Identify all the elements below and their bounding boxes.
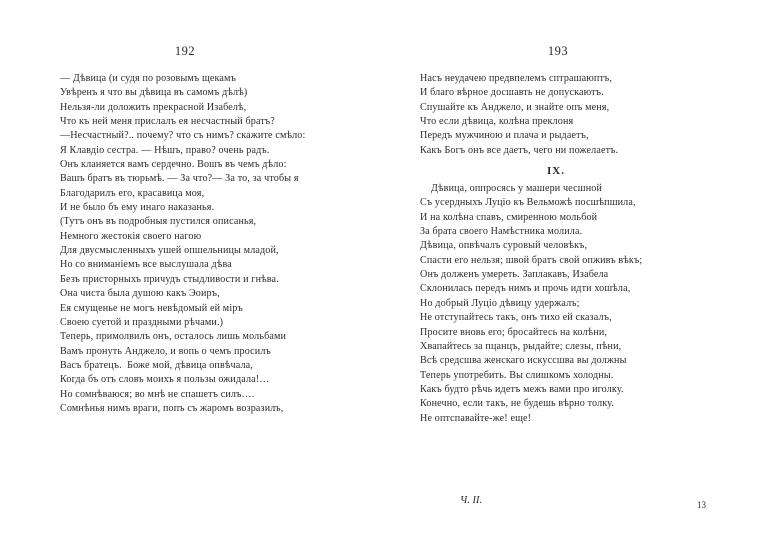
verse-line: Немного жестокія своего нагою [60, 230, 202, 242]
page-number-left: 192 [174, 44, 196, 58]
verse-block-right-bottom [420, 182, 710, 426]
verse-line: Я Клавдіо сестра. — Нѣшъ, право? очень радъ. [60, 144, 270, 156]
volume-signature: Ч. II. [460, 495, 483, 506]
verse-line: Дѣвица, опвѣчалъ суровый человѣкъ, [420, 240, 588, 252]
verse-line: Спушайте къ Анджело, и знайте опъ меня, [420, 101, 610, 113]
verse-line: Какъ Богъ онъ все даетъ, чего ни пожелаетъ. [420, 144, 619, 156]
verse-line: Своею суетой и праздными рѣчами.) [60, 316, 224, 328]
verse-line: Безъ присторныхъ причудъ стыдливости и гнѣва. [60, 273, 279, 285]
verse-line: И не было бъ ему инаго наказанья. [60, 202, 215, 214]
verse-line: Что если дѣвица, колѣна преклоня [420, 116, 574, 128]
verse-line: Не отступайтесь такъ, онъ тихо ей сказалъ, [420, 312, 612, 324]
sheet-catchword: 13 [697, 500, 706, 510]
verse-line: Васъ братецъ. Боже мой, дѣвица опвѣчала, [60, 359, 253, 371]
verse-line: Когда бъ отъ словъ моихъ я пользы ожидала!… [60, 374, 270, 386]
verse-line: Увѣренъ я что вы дѣвица въ самомъ дѣлѣ) [60, 87, 248, 99]
verse-block-left [60, 72, 350, 416]
verse-line: Теперь употребить. Вы слишкомъ холодны. [420, 369, 614, 381]
verse-line: Съ усердныхъ Луціо къ Вельможѣ посшѣпшила, [420, 197, 636, 209]
verse-line: Хвапайтесь за пцанцъ, рыдайте; слезы, пѣни, [420, 340, 622, 352]
verse-line: Дѣвица, оппросясь у машери чесшной [431, 183, 602, 195]
page-number-right: 193 [547, 44, 569, 58]
verse-line: Для двусмысленныхъ ушей опшельницы младой, [60, 245, 279, 257]
verse-line: Нельзя-ли доложить прекрасной Изабелѣ, [60, 101, 247, 113]
verse-line: Передъ мужчиною и плача и рыдаетъ, [420, 130, 589, 142]
verse-line: Но добрый Луціо дѣвицу удержалъ; [420, 297, 580, 309]
verse-line: —Несчастный?.. почему? что съ нимъ? скажите смѣло: [60, 130, 306, 142]
verse-line: Вамъ пронуть Анджело, и вопь о чемъ просилъ [60, 345, 271, 357]
verse-line: Она чиста была душою какъ Эоиръ, [60, 288, 220, 300]
verse-line: Теперь, примолвилъ онъ, осталось лишь мольбами [60, 331, 287, 343]
page-right [384, 44, 768, 540]
verse-line: Склонилась передъ нимъ и прочь идти хошѣла, [420, 283, 631, 295]
verse-line: Но сомнѣваюся; во мнѣ не спашетъ силъ…. [60, 388, 255, 400]
verse-line: Конечно, если такъ, не будешь вѣрно толку. [420, 398, 615, 410]
verse-line: Вашъ братъ въ тюрьмѣ. — За что?— За то, за чтобы я [60, 173, 299, 185]
verse-line: Всѣ средсшва женскаго искуссшва вы должны [420, 355, 627, 367]
verse-block-right-top [420, 72, 710, 158]
verse-line: И на колѣна спавъ, смиренною мольбой [420, 211, 598, 223]
verse-line: (Тутъ онъ въ подробныя пустился описанья, [60, 216, 257, 228]
verse-line: Насъ неудачею предвпелемъ сптрашаюптъ, [420, 73, 613, 84]
verse-line: Какъ будто рѣчь идетъ межъ вами про иголку. [420, 383, 624, 395]
verse-line: Спасти его нельзя; швой братъ свой опживъ вѣкъ; [420, 254, 643, 266]
section-number: IX. [547, 165, 565, 178]
verse-line: Благодарилъ его, красавица моя, [60, 187, 205, 199]
verse-line: — Дѣвица (и судя по розовымъ щекамъ [60, 73, 236, 84]
verse-line: Что къ ней меня прислалъ ея несчастный братъ? [60, 116, 275, 128]
verse-line: Онъ кланяется вамъ сердечно. Вошъ въ чемъ дѣло: [60, 159, 287, 171]
verse-line: Не оптспавайте-же! еще! [420, 412, 532, 424]
verse-line: Сомнѣнья нимъ враги, попъ съ жаромъ возразилъ, [60, 402, 284, 414]
verse-line: Просите вновь его; бросайтесь на колѣни, [420, 326, 608, 338]
verse-line: За брата своего Намѣстника молила. [420, 226, 583, 238]
verse-line: Но со вниманіемъ все выслушала дѣва [60, 259, 232, 271]
verse-line: Онъ долженъ умереть. Заплакавъ, Изабела [420, 269, 609, 281]
verse-line: Ея смущенье не могъ невѣдомый ей міръ [60, 302, 243, 314]
page-left [0, 44, 384, 540]
verse-line: И благо вѣрное досшавть не допускаютъ. [420, 87, 604, 99]
